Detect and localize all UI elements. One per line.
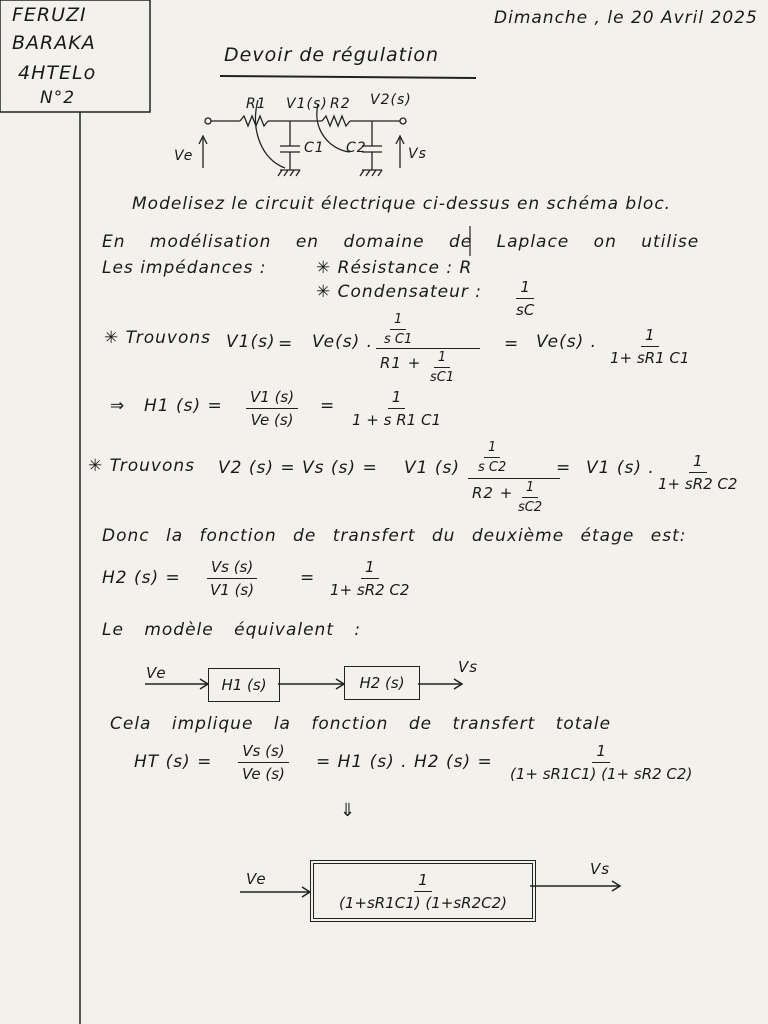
- final-vs-label: Vs: [590, 860, 611, 878]
- step1-lhs: V1(s): [226, 332, 276, 352]
- page-title: Devoir de régulation: [224, 44, 440, 66]
- block-h1: H1 (s): [208, 668, 280, 702]
- intro-line3: Les impédances :: [102, 258, 267, 278]
- impedance-resistance: ✳ Résistance : R: [316, 258, 473, 278]
- impedance-condensateur: ✳ Condensateur :: [316, 282, 483, 302]
- intro-line2: En modélisation en domaine de Laplace on utilise: [102, 232, 700, 252]
- intro-line1: Modelisez le circuit électrique ci-dessus en schéma bloc.: [132, 194, 672, 214]
- h1-lhs: H1 (s) =: [144, 396, 223, 416]
- circuit-c2-label: C2: [346, 140, 367, 156]
- final-block: [310, 860, 536, 922]
- cond-fraction: $\frac{1}{sC}$: [516, 278, 535, 319]
- total-fraction: $\frac{Vs (s)}{Ve (s)}$: [238, 742, 289, 783]
- circuit-v2-label: V2(s): [370, 92, 412, 108]
- student-name-line1: FERUZI: [12, 4, 87, 26]
- step2-v1b: V1 (s) .: [586, 458, 655, 478]
- circuit-r2-label: R2: [330, 96, 351, 112]
- total-result: $\frac{1}{(1+ sR1C1) (1+ sR2 C2)}$: [510, 742, 693, 783]
- circuit-ve-label: Ve: [174, 148, 194, 164]
- step1-ve2: Ve(s) .: [536, 332, 598, 352]
- date: Dimanche , le 20 Avril 2025: [494, 8, 758, 28]
- down-arrow: ⇓: [340, 800, 357, 821]
- h1-eq: =: [320, 396, 336, 416]
- circuit-c1-label: C1: [304, 140, 325, 156]
- student-class: 4HTELo: [18, 62, 97, 84]
- step2-eq2: =: [556, 458, 572, 478]
- step1-ve: Ve(s) .: [312, 332, 374, 352]
- circuit-r1-label: R1: [246, 96, 267, 112]
- step2-den-frac: $\frac{1}{sC2}$: [518, 480, 543, 515]
- student-name-line2: BARAKA: [12, 32, 96, 54]
- block-h2: H2 (s): [344, 666, 420, 700]
- step2-den: R2 +: [472, 484, 514, 502]
- total-lhs: HT (s) =: [134, 752, 213, 772]
- model-ve-label: Ve: [146, 664, 167, 682]
- student-number: N°2: [40, 88, 76, 108]
- h2-result: $\frac{1}{1+ sR2 C2}$: [330, 558, 410, 599]
- step2-main-fraction-bar: [468, 478, 560, 479]
- h1-fraction: $\frac{V1 (s)}{Ve (s)}$: [246, 388, 298, 429]
- step1-label: ✳ Trouvons: [104, 328, 211, 348]
- title-underline: [220, 76, 476, 78]
- h1-result: $\frac{1}{\text{1 + s R1 C1}}$: [352, 388, 441, 429]
- final-ve-label: Ve: [246, 870, 267, 888]
- step1-den: R1 +: [380, 354, 422, 372]
- step1-eq2: =: [504, 334, 520, 354]
- step1-result: $\frac{1}{1+ sR1 C1}$: [610, 326, 690, 367]
- h2-text: Donc la fonction de transfert du deuxième étage est:: [102, 526, 687, 546]
- model-vs-label: Vs: [458, 658, 479, 676]
- total-mid: = H1 (s) . H2 (s) =: [316, 752, 493, 772]
- total-text: Cela implique la fonction de transfert totale: [110, 714, 612, 734]
- circuit-v1-label: V1(s): [286, 96, 328, 112]
- model-title: Le modèle équivalent :: [102, 620, 362, 640]
- h2-fraction: $\frac{Vs (s)}{V1 (s)}$: [206, 558, 258, 599]
- step2-inner-frac: $\frac{1}{\text{s C2}}$: [478, 440, 507, 475]
- h1-arrow: ⇒: [110, 396, 126, 416]
- h2-lhs: H2 (s) =: [102, 568, 181, 588]
- step1-den-frac: $\frac{1}{sC1}$: [430, 350, 455, 385]
- step2-lhs: V2 (s) = Vs (s) =: [218, 458, 378, 478]
- step2-result: $\frac{1}{1+ sR2 C2}$: [658, 452, 738, 493]
- step2-v1: V1 (s): [404, 458, 460, 478]
- final-fraction: $\frac{1}{(1+sR1C1) (1+sR2C2)}$: [339, 870, 507, 912]
- step1-inner-frac: $\frac{1}{\text{s C1}}$: [384, 312, 413, 347]
- circuit-vs-label: Vs: [408, 146, 427, 162]
- step2-label: ✳ Trouvons: [88, 456, 195, 476]
- step1-main-fraction-bar: [376, 348, 480, 349]
- h2-eq: =: [300, 568, 316, 588]
- step1-eq: =: [278, 334, 294, 354]
